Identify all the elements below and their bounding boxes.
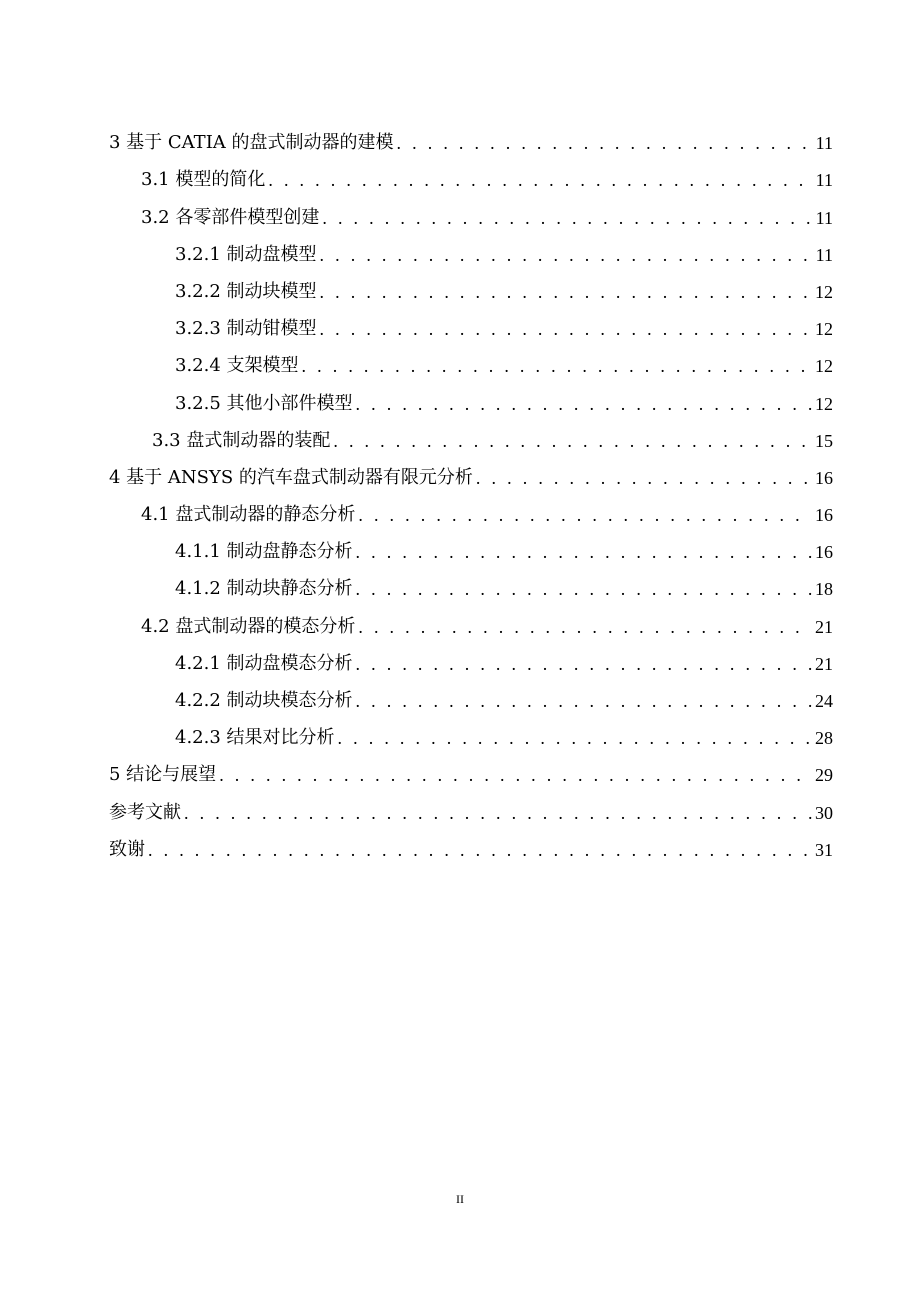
toc-entry-title: 3.2.4 支架模型 [175,355,299,377]
toc-entry-4-2-3[interactable] [109,710,833,747]
toc-entry-4-1[interactable] [109,487,833,524]
toc-entry-title: 4.2.3 结果对比分析 [175,727,335,749]
toc-entry-page: 21 [815,653,833,674]
toc-leader-dots [356,543,812,561]
toc-leader-dots [338,729,812,747]
toc-entry-5[interactable] [109,747,833,784]
toc-entry-title: 3.2 各零部件模型创建 [141,206,320,228]
toc-entry-page: 11 [815,244,833,265]
toc-entry-page: 12 [815,319,833,340]
toc-entry-page: 29 [815,765,833,786]
toc-entry-page: 18 [815,579,833,600]
toc-leader-dots [302,357,812,375]
toc-entry-page: 12 [815,356,833,377]
toc-entry-3-2-5[interactable] [109,375,833,412]
toc-entry-page: 24 [815,691,833,711]
toc-entry-references[interactable] [109,784,833,821]
toc-entry-title: 4.2.2 制动块模态分析 [175,690,353,711]
toc-entry-title: 3.3 盘式制动器的装配 [152,429,331,451]
toc-entry-title: 5 结论与展望 [109,764,217,786]
toc-leader-dots [356,395,812,413]
toc-leader-dots [358,506,812,524]
toc-entry-3-3[interactable] [109,413,833,450]
toc-entry-3-2[interactable] [109,189,833,226]
toc-entry-title: 3.2.2 制动块模型 [175,280,317,302]
toc-leader-dots [320,320,812,338]
toc-entry-title: 4.2.1 制动盘模态分析 [175,652,353,674]
toc-leader-dots [320,246,813,264]
toc-entry-title: 致谢 [109,838,145,860]
toc-leader-dots [476,469,812,487]
toc-entry-page: 12 [815,393,833,414]
toc-entry-title: 3 基于 CATIA 的盘式制动器的建模 [109,132,394,154]
toc-entry-title: 3.2.5 其他小部件模型 [175,392,353,414]
toc-entry-page: 11 [815,170,833,191]
toc-entry-title: 3.2.3 制动钳模型 [175,318,317,340]
toc-entry-page: 11 [815,207,833,228]
toc-leader-dots [184,804,812,822]
toc-leader-dots [356,580,812,598]
toc-entry-page: 16 [815,542,833,563]
toc-entry-title: 4.1 盘式制动器的静态分析 [141,504,356,526]
toc-leader-dots [322,209,812,227]
toc-entry-4-1-1[interactable] [109,524,833,561]
toc-leader-dots [358,618,812,636]
table-of-contents [109,115,833,859]
toc-leader-dots [320,283,812,301]
toc-entry-acknowledgements[interactable] [109,822,833,859]
toc-entry-page: 30 [815,802,833,823]
toc-entry-page: 12 [815,281,833,302]
toc-leader-dots [268,171,812,189]
toc-entry-4-2-1[interactable] [109,636,833,673]
toc-entry-page: 31 [815,839,833,860]
toc-leader-dots [219,766,812,784]
toc-entry-4[interactable] [109,450,833,487]
toc-entry-page: 28 [815,728,833,749]
page-number: II [456,1192,464,1206]
toc-entry-title: 3.1 模型的简化 [141,169,266,191]
toc-entry-3-2-1[interactable] [109,227,833,264]
toc-entry-4-2-2[interactable] [109,673,833,710]
toc-entry-title: 4.2 盘式制动器的模态分析 [141,615,356,637]
toc-entry-title: 4.1.1 制动盘静态分析 [175,541,353,563]
toc-leader-dots [356,655,812,673]
toc-entry-4-2[interactable] [109,598,833,635]
toc-entry-title: 参考文献 [109,801,181,823]
toc-entry-4-1-2[interactable] [109,561,833,598]
toc-entry-title: 3.2.1 制动盘模型 [175,243,317,265]
toc-entry-3-2-2[interactable] [109,264,833,301]
toc-entry-page: 11 [815,133,833,154]
toc-entry-3-2-3[interactable] [109,301,833,338]
toc-leader-dots [397,134,813,152]
toc-leader-dots [148,841,812,859]
toc-entry-title: 4.1.2 制动块静态分析 [175,578,353,600]
toc-leader-dots [333,432,812,450]
toc-entry-3-2-4[interactable] [109,338,833,375]
toc-entry-page: 21 [815,616,833,637]
toc-entry-page: 16 [815,467,833,488]
toc-entry-page: 15 [815,430,833,451]
toc-entry-3[interactable] [109,115,833,152]
toc-entry-page: 16 [815,505,833,526]
toc-leader-dots [356,692,812,710]
toc-entry-title: 4 基于 ANSYS 的汽车盘式制动器有限元分析 [109,466,473,488]
toc-entry-3-1[interactable] [109,152,833,189]
